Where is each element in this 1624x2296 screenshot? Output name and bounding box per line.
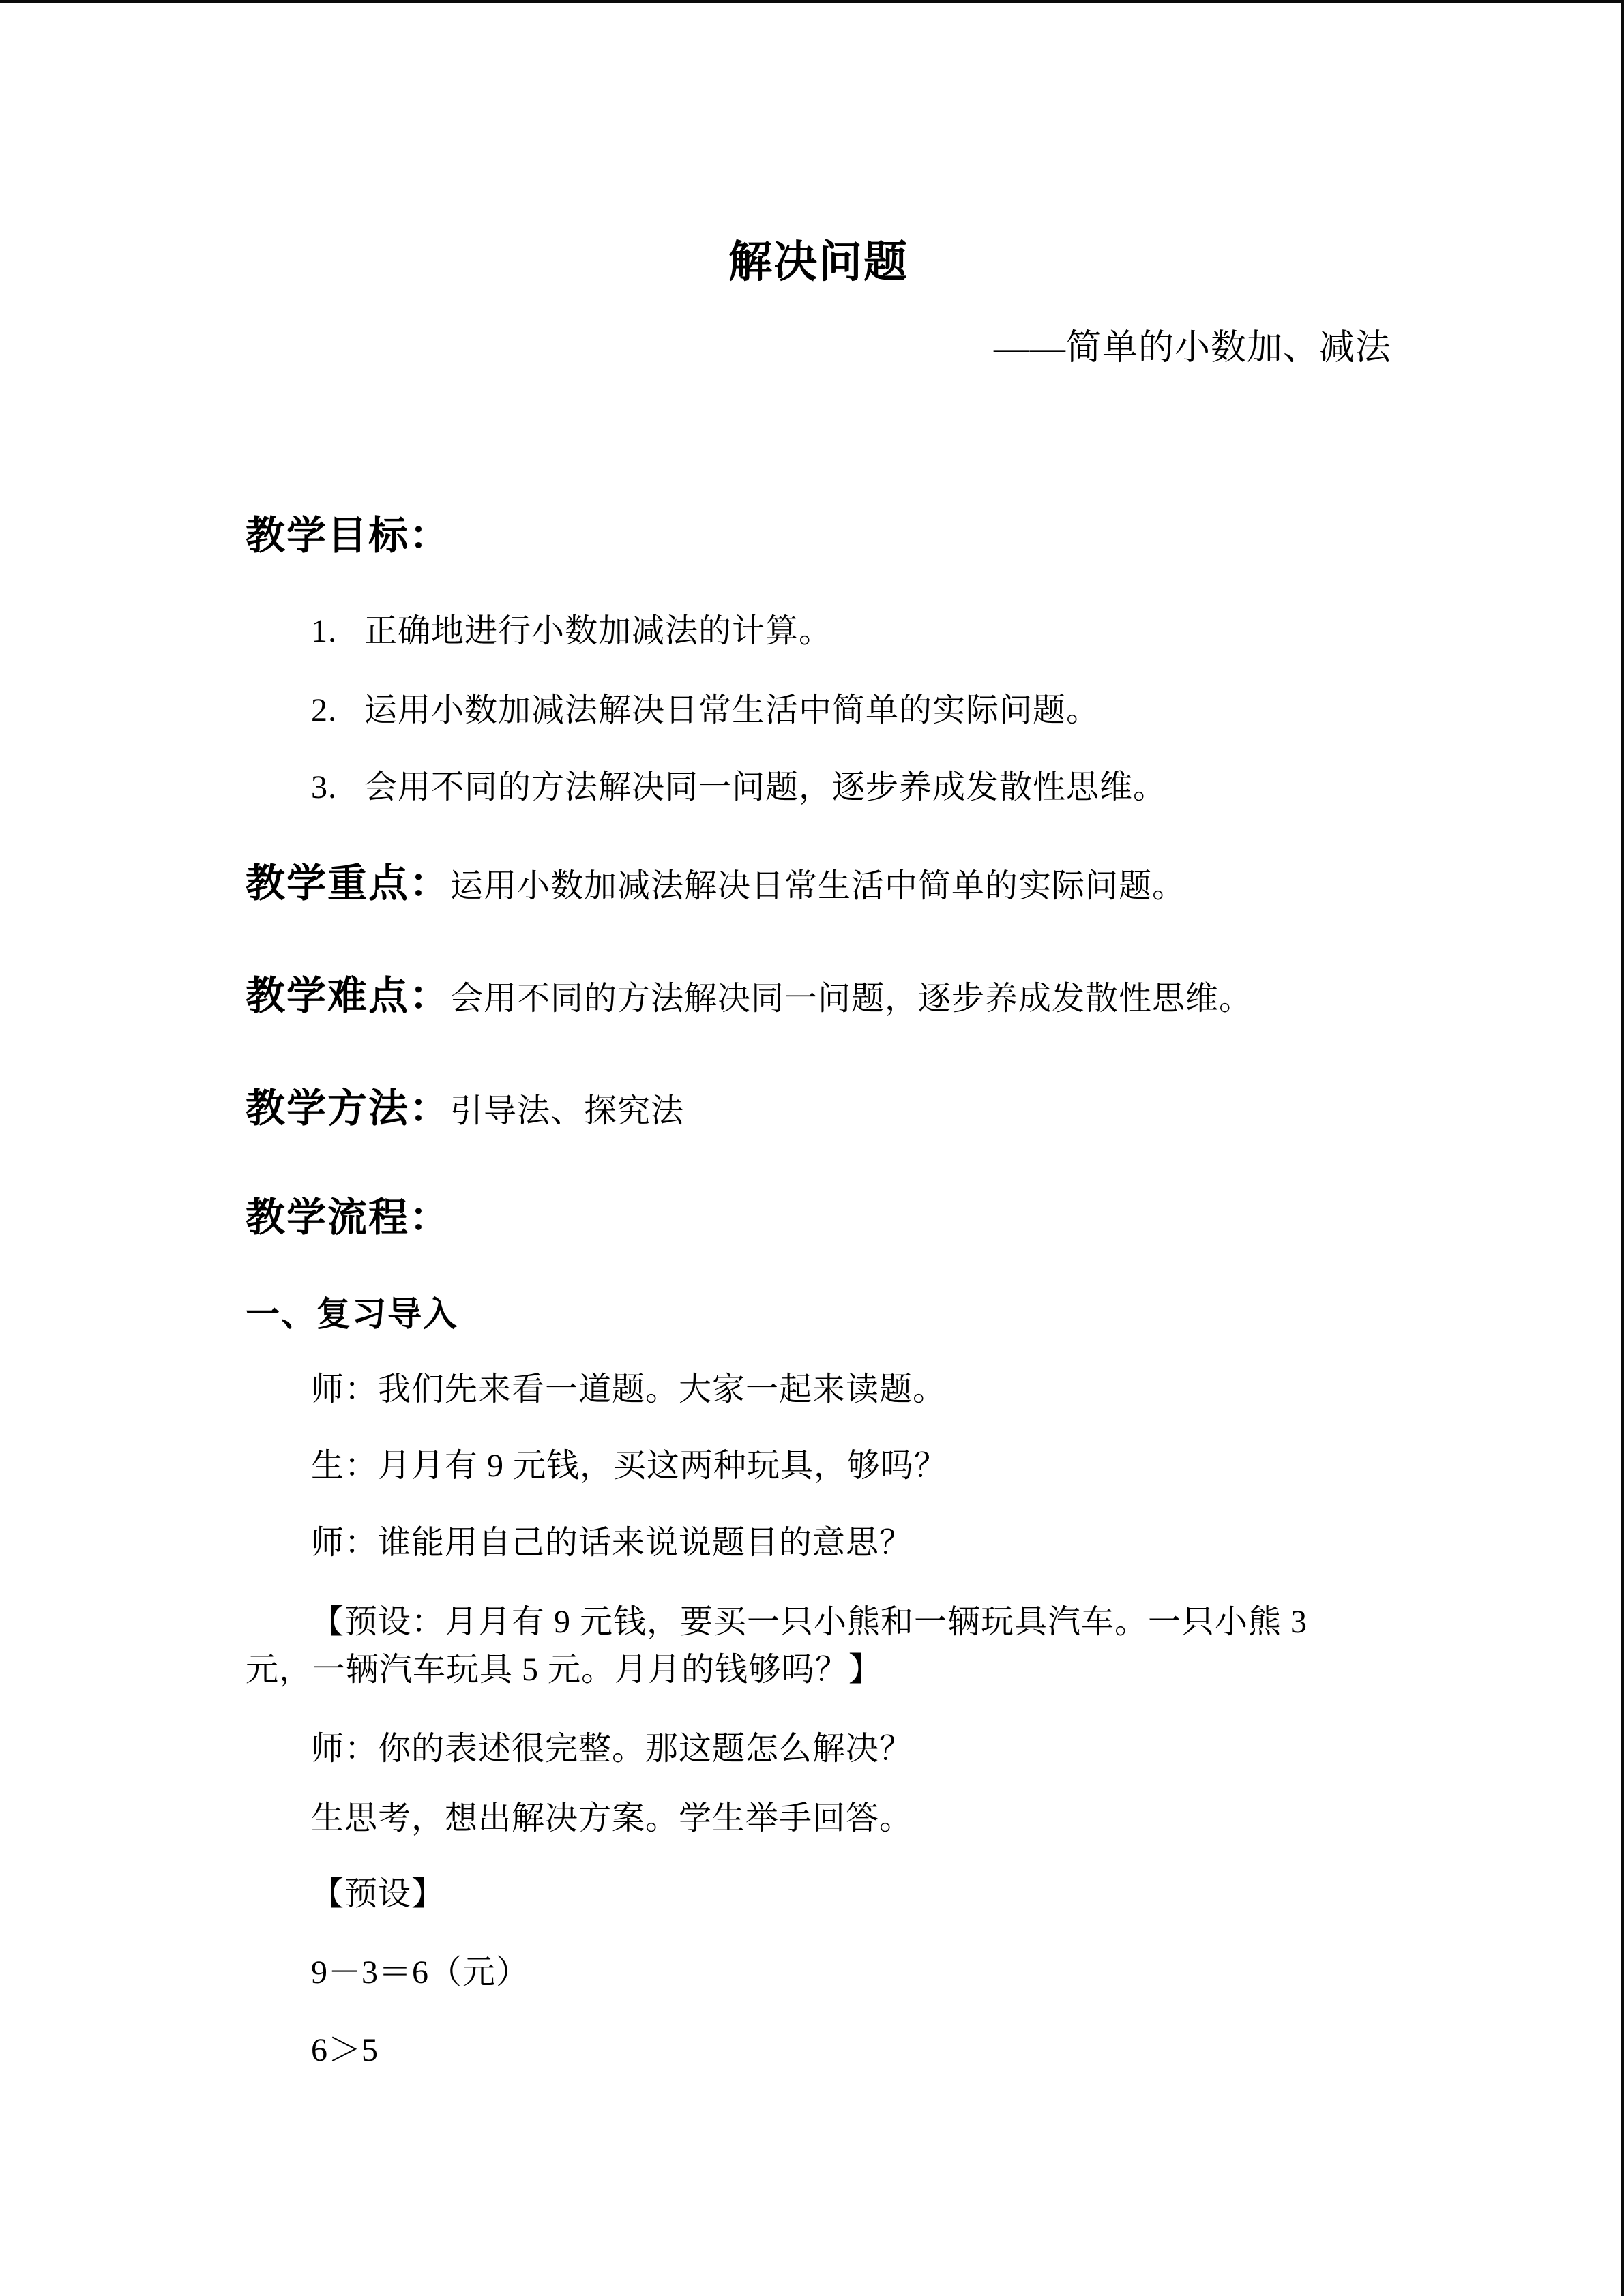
objective-text: 运用小数加减法解决日常生活中简单的实际问题。 [364, 692, 1100, 728]
method-line [246, 1084, 684, 1134]
dialogue-teacher: 师：谁能用自己的话来说说题目的意思？ [311, 1525, 913, 1561]
section1-heading: 一、复习导入 [246, 1295, 458, 1333]
objective-number: 1. [311, 613, 337, 649]
dialogue-student: 生：月月有 9 元钱，买这两种玩具，够吗？ [311, 1448, 948, 1484]
comparison-line: 6＞5 [311, 2032, 379, 2068]
objective-item [311, 690, 1099, 731]
scan-border-right [1621, 0, 1624, 2296]
key-point-label: 教学重点： [246, 861, 451, 906]
dialogue-teacher: 师：你的表述很完整。那这题怎么解决？ [311, 1731, 913, 1767]
key-point-line [246, 859, 1185, 909]
preset-label: 【预设】 [311, 1876, 445, 1912]
equation-line: 9－3＝6（元） [311, 1954, 530, 1991]
doc-title: 解决问题 [728, 238, 909, 286]
process-heading: 教学流程： [246, 1195, 451, 1240]
objective-number: 3. [311, 769, 337, 805]
scan-border-top [0, 0, 1624, 3]
doc-subtitle: ——简单的小数加、减法 [993, 329, 1391, 368]
objective-text: 正确地进行小数加减法的计算。 [364, 613, 833, 649]
objective-item [311, 767, 1166, 808]
difficult-point-text: 会用不同的方法解决同一问题，逐步养成发散性思维。 [450, 981, 1253, 1017]
objectives-heading: 教学目标： [246, 513, 451, 558]
objective-text: 会用不同的方法解决同一问题，逐步养成发散性思维。 [364, 769, 1167, 805]
method-label: 教学方法： [246, 1086, 451, 1131]
difficult-point-line [246, 972, 1252, 1022]
objective-item [311, 611, 832, 652]
preset-paragraph: 【预设：月月有 9 元钱，要买一只小熊和一辆玩具汽车。一只小熊 3 元，一辆汽车玩具 5 元。月月的钱够吗？】 [246, 1604, 1308, 1688]
objective-number: 2. [311, 692, 337, 728]
narration-paragraph: 生思考，想出解决方案。学生举手回答。 [311, 1800, 913, 1836]
difficult-point-label: 教学难点： [246, 974, 451, 1018]
method-text: 引导法、探究法 [450, 1093, 685, 1129]
key-point-text: 运用小数加减法解决日常生活中简单的实际问题。 [450, 868, 1186, 904]
dialogue-teacher: 师：我们先来看一道题。大家一起来读题。 [311, 1371, 947, 1407]
